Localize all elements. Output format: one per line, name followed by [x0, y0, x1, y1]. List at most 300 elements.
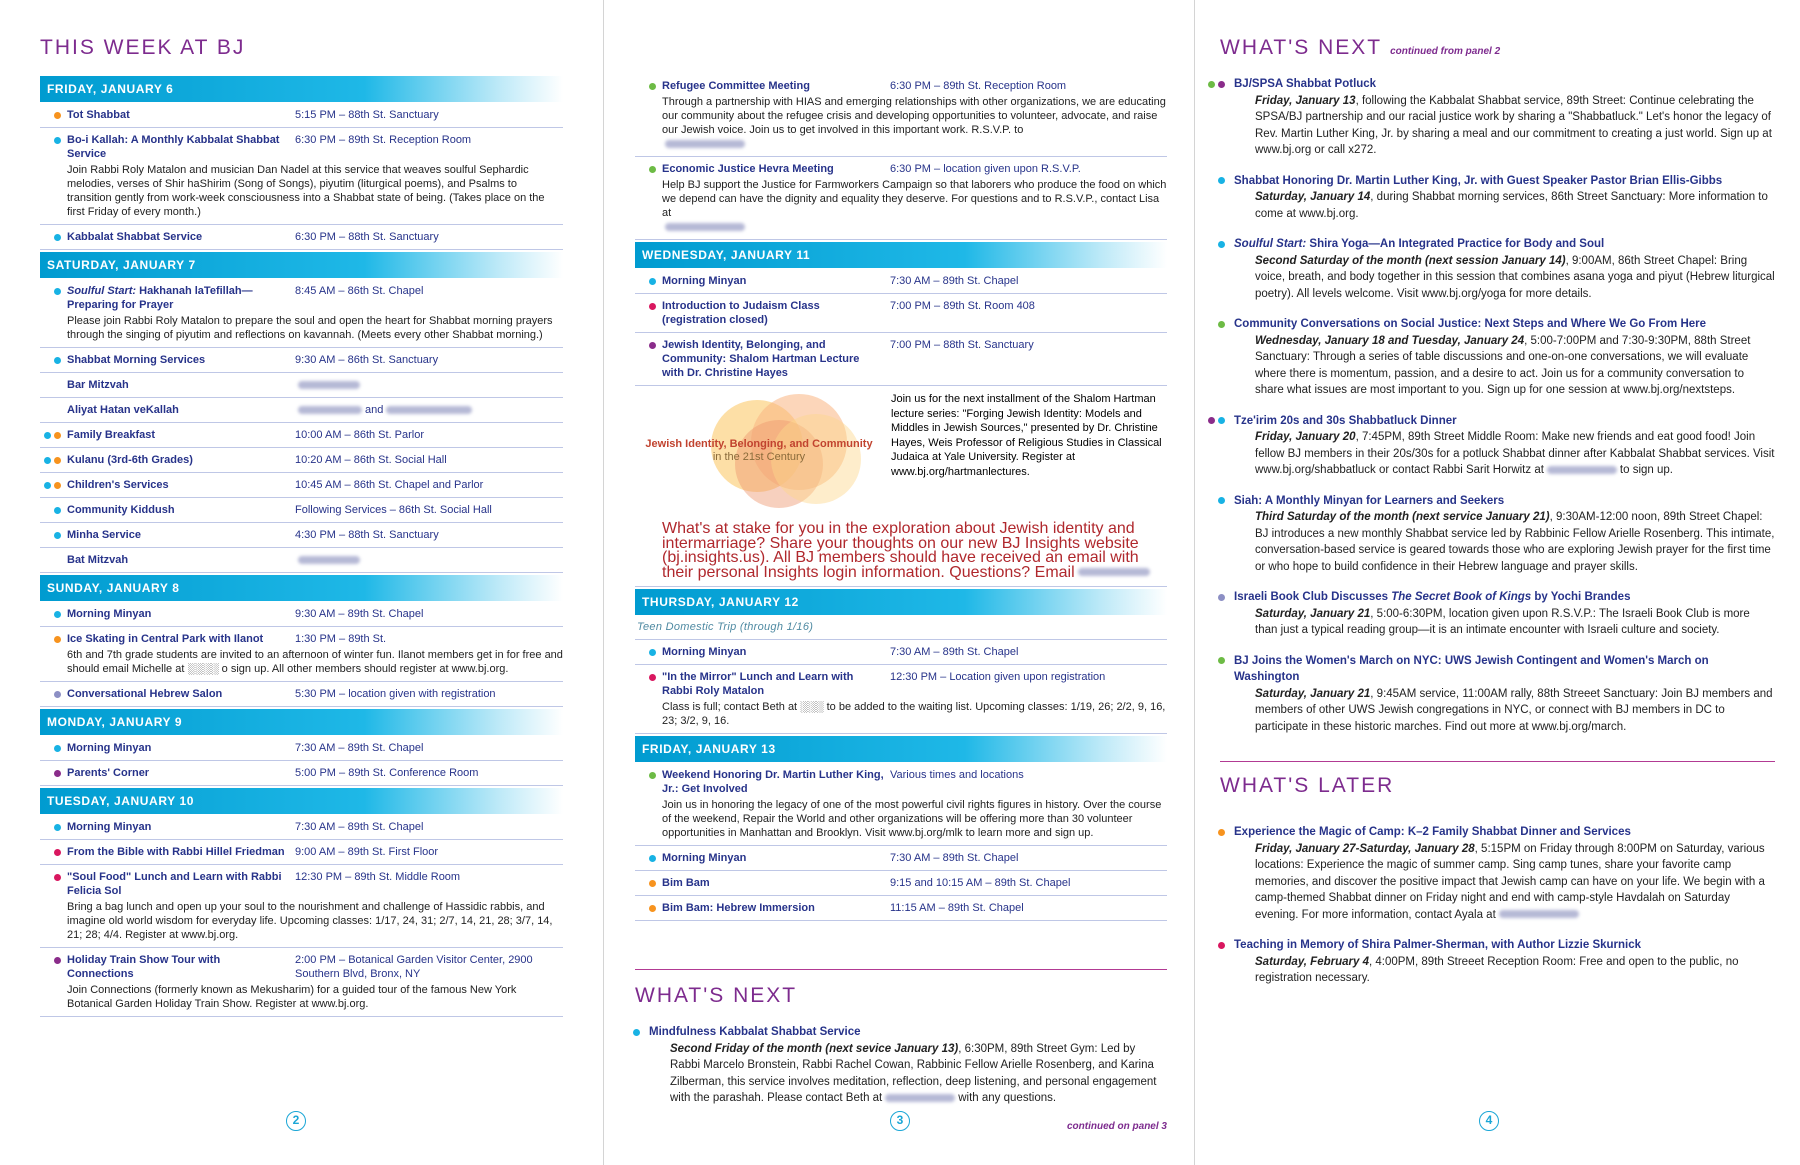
category-dot	[54, 457, 61, 464]
item-when: Third Saturday of the month (next service January 21)	[1255, 511, 1550, 523]
event-name	[67, 632, 295, 646]
event-time-location	[890, 876, 1167, 890]
event-name	[662, 79, 890, 93]
category-dot	[54, 824, 61, 831]
event-head	[67, 687, 563, 701]
event-head	[662, 299, 1167, 327]
event-description: Join Connections (formerly known as Mekusharim) for a guided tour of the famous New York Botanical Garden Holiday Train Show. Register at www.bj.org.	[67, 984, 517, 1010]
item-body	[1234, 509, 1775, 575]
whats-later-section	[1220, 761, 1775, 987]
item-body	[1234, 686, 1775, 736]
event-time-location	[295, 528, 563, 542]
category-dot	[1218, 177, 1225, 184]
page-number: 3	[890, 1111, 910, 1131]
event-name	[67, 284, 295, 312]
item-body	[1234, 93, 1775, 159]
event-time-location-text: 6:30 PM – location given upon R.S.V.P.	[890, 163, 1081, 175]
event-row	[40, 840, 563, 865]
event-time-location-text: 9:30 AM – 89th St. Chapel	[295, 608, 424, 620]
event-time-location	[890, 162, 1167, 176]
event-row	[40, 736, 563, 761]
category-dots	[635, 299, 665, 313]
category-dot	[54, 482, 61, 489]
event-time-location-text: 7:30 AM – 89th St. Chapel	[295, 821, 424, 833]
event-time-location	[295, 845, 563, 859]
event-time-location	[295, 607, 563, 621]
event-row	[40, 279, 563, 348]
event-time-location-text: Following Services – 86th St. Social Hall	[295, 504, 492, 516]
category-dots	[1204, 938, 1234, 952]
event-time-location-text: 4:30 PM – 88th St. Sanctuary	[295, 529, 439, 541]
top-events	[635, 74, 1167, 240]
event-name-emphasis: Soulful Start:	[67, 285, 137, 297]
next-item	[1220, 937, 1775, 987]
event-row	[635, 896, 1167, 921]
day-header: WEDNESDAY, JANUARY 11	[635, 242, 1167, 268]
panel-schedule-continued	[605, 0, 1195, 1165]
event-description: Join us in honoring the legacy of one of the most powerful civil rights figures in history. Over the course of the weekend, Repair the World and other organizations will be offering more than 30 volunteer opportunities in Manhattan and Brooklyn. Visit www.bj.org/mlk to learn more and sign up.	[662, 799, 1162, 839]
event-time-location	[890, 901, 1167, 915]
event-name	[662, 768, 890, 796]
insights-note	[635, 522, 1167, 580]
event-name	[67, 453, 295, 467]
event-row	[635, 665, 1167, 734]
section-title: WHAT'S LATER	[1220, 774, 1395, 797]
event-time-location	[890, 645, 1167, 659]
category-dot	[649, 83, 656, 90]
event-time-location-text: 10:20 AM – 86th St. Social Hall	[295, 454, 447, 466]
item-title	[1234, 589, 1775, 606]
category-dots	[635, 79, 665, 93]
category-dots	[40, 528, 70, 542]
category-dot	[649, 166, 656, 173]
event-name-text: Bim Bam: Hebrew Immersion	[662, 902, 815, 914]
event-name-text: Morning Minyan	[662, 646, 747, 658]
event-name-text: Holiday Train Show Tour with Connections	[67, 954, 221, 980]
item-body	[1234, 954, 1775, 987]
category-dot	[54, 611, 61, 618]
event-time-location	[295, 453, 563, 467]
event-name-text: Aliyat Hatan veKallah	[67, 404, 179, 416]
event-name-text: From the Bible with Rabbi Hillel Friedman	[67, 846, 285, 858]
whats-next-section	[635, 969, 1167, 1132]
event-row	[40, 498, 563, 523]
trip-note: Teen Domestic Trip (through 1/16)	[635, 616, 1167, 640]
event-head	[67, 741, 563, 755]
event-time-location	[295, 553, 563, 567]
item-title-text: Israeli Book Club Discusses	[1234, 591, 1389, 603]
event-name-text: Weekend Honoring Dr. Martin Luther King, Jr.: Get Involved	[662, 769, 884, 795]
event-row	[40, 448, 563, 473]
next-item	[1220, 589, 1775, 639]
category-dot	[1218, 942, 1225, 949]
event-time-location-text: 2:00 PM – Botanical Garden Visitor Center, 2900 Southern Blvd, Bronx, NY	[295, 954, 533, 980]
event-name-text: Shabbat Morning Services	[67, 354, 206, 366]
event-head	[662, 768, 1167, 796]
item-title	[1234, 413, 1775, 430]
next-item	[1220, 316, 1775, 399]
day-header: TUESDAY, JANUARY 10	[40, 788, 563, 814]
event-time-location	[295, 353, 563, 367]
category-dots	[635, 768, 665, 782]
item-title-book: The Secret Book of Kings	[1391, 591, 1532, 603]
event-head	[67, 428, 563, 442]
event-time-location-text: 5:00 PM – 89th St. Conference Room	[295, 767, 479, 779]
redacted-email	[1499, 910, 1579, 918]
event-time-location-text: 5:15 PM – 88th St. Sanctuary	[295, 109, 439, 121]
section-title: WHAT'S NEXT	[635, 984, 798, 1007]
category-dots	[635, 670, 665, 684]
event-row	[635, 157, 1167, 240]
event-name-text: Introduction to Judaism Class (registration closed)	[662, 300, 820, 326]
category-dot	[1208, 81, 1215, 88]
event-head	[662, 645, 1167, 659]
category-dot	[54, 745, 61, 752]
item-text: , 5:00-7:00PM and 7:30-9:30PM, 88th Street Sanctuary: Through a series of table discussions and one-on-one conversations, we will evaluate where there is momentum, passion, and a desire to act. Join us for a community conversation to share what issues are most important to you. Sign up for one session at www.bj.org/nextsteps.	[1255, 334, 1751, 396]
event-description: Help BJ support the Justice for Farmworkers Campaign so that laborers who produce the food on which we depend can have the dignity and equality they deserve. For questions and to R.S.V.P., contact Lisa at	[662, 179, 1167, 219]
category-dot	[54, 234, 61, 241]
event-head	[662, 901, 1167, 915]
event-name	[67, 953, 295, 981]
day-header: FRIDAY, JANUARY 6	[40, 76, 563, 102]
item-text: , 9:00AM, 86th Street Chapel: Bring voice, breath, and body together in this session that combines asana yoga and piyut (Hebrew liturgical poetry). All levels welcome. Visit www.bj.org/yoga for more details.	[1255, 254, 1775, 300]
event-name-text: Bo-i Kallah: A Monthly Kabbalat Shabbat Service	[67, 134, 280, 160]
event-row	[40, 627, 563, 682]
event-name	[67, 378, 295, 392]
event-name	[67, 741, 295, 755]
category-dot	[1208, 417, 1215, 424]
item-title-text: Teaching in Memory of Shira Palmer-Sherman, with Author Lizzie Skurnick	[1234, 939, 1642, 951]
event-head	[67, 953, 563, 981]
event-time-location	[295, 820, 563, 834]
category-dot	[54, 507, 61, 514]
event-name	[662, 645, 890, 659]
lecture-row	[635, 392, 1167, 512]
event-row	[40, 225, 563, 250]
category-dot	[44, 482, 51, 489]
event-head	[67, 478, 563, 492]
event-name	[67, 503, 295, 517]
category-dots	[1204, 494, 1234, 508]
event-name-text: Tot Shabbat	[67, 109, 130, 121]
event-time-location	[295, 953, 563, 981]
category-dots	[1204, 77, 1234, 91]
event-description: Through a partnership with HIAS and emerging relationships with other organizations, we are educating our community about the refugee crisis and developing opportunities to volunteer, advocate, and raise our Jewish voice. Join us to get involved in this important work. R.S.V.P. to	[662, 96, 1166, 136]
category-dots	[40, 403, 70, 417]
redacted-name	[298, 406, 362, 414]
event-name-text: Bar Mitzvah	[67, 379, 129, 391]
item-title-author: by Yochi Brandes	[1534, 591, 1631, 603]
category-dots	[40, 353, 70, 367]
item-title-text: Experience the Magic of Camp: K–2 Family Shabbat Dinner and Services	[1234, 826, 1631, 838]
event-row	[40, 761, 563, 786]
event-head	[662, 876, 1167, 890]
category-dot	[54, 849, 61, 856]
category-dots	[635, 162, 665, 176]
event-description: Bring a bag lunch and open up your soul to the nourishment and challenge of Hassidic rabbis, and imagine old world wisdom for everyday life. Upcoming classes: 1/17, 24, 31; 2/7, 14, 21, 28; 3/7, 14, 21; 28; 4/4. Register at www.bj.org.	[67, 901, 553, 941]
event-name-text: Refugee Committee Meeting	[662, 80, 810, 92]
logo-text	[635, 438, 883, 464]
category-dot	[649, 649, 656, 656]
item-title	[1234, 316, 1775, 333]
event-description: Please join Rabbi Roly Matalon to prepare the soul and open the heart for Shabbat morning prayers through the singing of piyutim and reflections on kavannah. (Meets every other Shabbat morning.)	[67, 315, 553, 341]
event-name	[662, 670, 890, 698]
event-name-text: Morning Minyan	[662, 275, 747, 287]
item-title-text: Tze'irim 20s and 30s Shabbatluck Dinner	[1234, 414, 1457, 427]
event-row	[40, 865, 563, 948]
event-name-text: Economic Justice Hevra Meeting	[662, 163, 834, 175]
item-text: , 9:45AM service, 11:00AM rally, 88th Streeet Sanctuary: Join BJ members and members of other UWS Jewish congregations in NYC, or connect with BJ members in DC to participate in these historic marches. Find out more at www.bj.org/march.	[1255, 687, 1773, 733]
item-when: Friday, January 20	[1255, 431, 1356, 443]
next-item	[635, 1024, 1167, 1107]
event-time-location	[295, 108, 563, 122]
next-item	[1220, 236, 1775, 302]
event-row	[40, 398, 563, 423]
category-dot	[1218, 81, 1225, 88]
lecture-block	[635, 392, 1167, 587]
day-list	[635, 242, 1167, 921]
next-item	[1220, 824, 1775, 923]
event-name	[67, 428, 295, 442]
category-dot	[54, 532, 61, 539]
event-row	[635, 269, 1167, 294]
event-row	[635, 333, 1167, 386]
category-dots	[635, 338, 665, 352]
item-body	[1234, 253, 1775, 303]
event-row	[635, 74, 1167, 157]
event-row	[40, 948, 563, 1017]
item-title	[1234, 937, 1775, 954]
event-time-location	[295, 687, 563, 701]
day-header: FRIDAY, JANUARY 13	[635, 736, 1167, 762]
item-title-emphasis: Soulful Start:	[1234, 238, 1307, 250]
event-name-text: Morning Minyan	[67, 742, 152, 754]
event-row	[40, 103, 563, 128]
category-dots	[40, 953, 70, 967]
event-row	[635, 640, 1167, 665]
panel-whats-next	[1196, 0, 1800, 1165]
event-time-location	[295, 378, 563, 392]
event-time-location	[295, 478, 563, 492]
event-time-location	[890, 299, 1167, 327]
item-text: , 7:45PM, 89th Street Middle Room: Make new friends and eat good food! Join fellow BJ members in their 20s/30s for a potluck Shabbat dinner after Kabbalat Shabbat services. Visit www.bj.org/shabbatluck or contact Rabbi Sarit Horwitz at	[1255, 431, 1775, 476]
category-dot	[54, 957, 61, 964]
category-dot	[649, 855, 656, 862]
panel-this-week	[0, 0, 604, 1165]
event-name	[662, 851, 890, 865]
category-dot	[649, 772, 656, 779]
category-dot	[1218, 321, 1225, 328]
event-time-location-text: 11:15 AM – 89th St. Chapel	[890, 902, 1024, 914]
event-head	[662, 79, 1167, 93]
item-title	[1234, 493, 1775, 510]
event-name	[662, 901, 890, 915]
event-name-text: Family Breakfast	[67, 429, 156, 441]
item-when: Saturday, January 21	[1255, 687, 1371, 700]
category-dots	[1204, 174, 1234, 188]
lecture-description: Join us for the next installment of the Shalom Hartman lecture series: "Forging Jewish Identity: Models and Middles in Jewish Sources," presented by Dr. Christine Hayes, Weis Professor of Religious Studies in Classical Judaica at Yale University. Register at www.bj.org/hartmanlectures.	[891, 393, 1162, 478]
event-name	[67, 687, 295, 701]
event-time-location-text: 7:30 AM – 89th St. Chapel	[890, 275, 1019, 287]
item-when: Friday, January 13	[1255, 94, 1356, 107]
category-dot	[44, 457, 51, 464]
event-row	[40, 602, 563, 627]
category-dots	[40, 845, 70, 859]
event-head	[662, 338, 1167, 380]
category-dot	[1218, 657, 1225, 664]
category-dots	[1204, 317, 1234, 331]
item-title-text: BJ Joins the Women's March on NYC: UWS Jewish Contingent and Women's March on Washington	[1234, 654, 1709, 683]
event-name-text: Ice Skating in Central Park with Ilanot	[67, 633, 264, 645]
event-time-location	[295, 403, 563, 417]
whats-next-column	[1220, 36, 1775, 1001]
redacted-email	[665, 140, 745, 148]
event-time-location-text: 8:45 AM – 86th St. Chapel	[295, 285, 424, 297]
event-head	[662, 162, 1167, 176]
item-text: , 4:00PM, 89th Streeet Reception Room: Free and open to the public, no registration necessary.	[1255, 955, 1739, 984]
category-dots	[635, 274, 665, 288]
item-when: Saturday, January 21	[1255, 607, 1371, 620]
event-name-text: "Soul Food" Lunch and Learn with Rabbi Felicia Sol	[67, 871, 282, 897]
event-time-location	[890, 851, 1167, 865]
event-name	[67, 845, 295, 859]
item-body	[1234, 429, 1775, 479]
event-head	[67, 820, 563, 834]
event-head	[67, 528, 563, 542]
category-dot	[54, 770, 61, 777]
event-time-location	[295, 284, 563, 312]
redacted-email	[1547, 466, 1617, 474]
event-name	[662, 162, 890, 176]
event-time-location-text: 12:30 PM – 89th St. Middle Room	[295, 871, 461, 883]
page-number: 2	[286, 1111, 306, 1131]
category-dot	[649, 674, 656, 681]
event-row	[40, 682, 563, 707]
logo-line-1: Jewish Identity, Belonging, and Community	[645, 438, 873, 450]
event-name-text: Children's Services	[67, 479, 169, 491]
category-dot	[54, 357, 61, 364]
panel-title: THIS WEEK AT BJ	[40, 36, 246, 59]
insights-text: What's at stake for you in the exploration about Jewish identity and intermarriage? Share your thoughts on our new BJ Insights website (bj.insights.us). All BJ members should have received an email with their personal Insights login information. Questions? Email	[662, 520, 1139, 581]
category-dots	[635, 645, 665, 659]
item-title: Mindfulness Kabbalat Shabbat Service	[649, 1026, 861, 1038]
page-number: 4	[1479, 1111, 1499, 1131]
item-when: Wednesday, January 18 and Tuesday, January 24	[1255, 334, 1525, 347]
event-name	[662, 876, 890, 890]
event-head	[67, 845, 563, 859]
redacted-email	[885, 1094, 955, 1102]
event-name	[67, 403, 295, 417]
event-time-location-text: and	[365, 404, 384, 416]
item-when: Second Friday of the month (next sevice January 13)	[670, 1042, 959, 1055]
category-dot	[54, 112, 61, 119]
item-title	[1234, 653, 1775, 686]
category-dots	[40, 503, 70, 517]
redacted-name	[298, 556, 360, 564]
event-name-text: Conversational Hebrew Salon	[67, 688, 223, 700]
next-item	[1220, 653, 1775, 736]
event-time-location-text: 7:00 PM – 89th St. Room 408	[890, 300, 1035, 312]
event-row	[635, 763, 1167, 846]
item-title	[1234, 76, 1775, 93]
category-dot	[1218, 594, 1225, 601]
event-time-location-text: 6:30 PM – 89th St. Reception Room	[295, 134, 472, 146]
item-title-text: BJ/SPSA Shabbat Potluck	[1234, 78, 1377, 90]
event-description: Class is full; contact Beth at ░░░ to be added to the waiting list. Upcoming classes: 1/19, 26; 2/2, 9, 16, 23; 3/2, 9, 16.	[662, 701, 1166, 727]
next-item	[1220, 493, 1775, 576]
next-item	[1220, 76, 1775, 159]
category-dot	[54, 691, 61, 698]
redacted-email	[1078, 568, 1150, 576]
event-time-location-text: 10:45 AM – 86th St. Chapel and Parlor	[295, 479, 484, 491]
event-time-location	[295, 503, 563, 517]
event-name	[67, 478, 295, 492]
category-dots	[40, 870, 70, 884]
event-time-location-text: 7:30 AM – 89th St. Chapel	[295, 742, 424, 754]
event-name-text: Jewish Identity, Belonging, and Community: Shalom Hartman Lecture with Dr. Christine Hayes	[662, 339, 860, 379]
category-dot	[1218, 417, 1225, 424]
continued-note: continued on panel 3	[1066, 1120, 1167, 1132]
item-body	[1234, 841, 1775, 924]
event-name-text: "In the Mirror" Lunch and Learn with Rabbi Roly Matalon	[662, 671, 854, 697]
category-dots	[40, 478, 70, 492]
item-when: Friday, January 27-Saturday, January 28	[1255, 842, 1475, 855]
event-description: 6th and 7th grade students are invited to an afternoon of winter fun. Ilanot members get in for free and should email Michelle at ░░░░ o sign up. All other members should register at www.bj.org.	[67, 649, 563, 675]
category-dot	[649, 278, 656, 285]
category-dots	[1204, 825, 1234, 839]
event-time-location-text: 6:30 PM – 89th St. Reception Room	[890, 80, 1067, 92]
redacted-name	[298, 381, 360, 389]
event-name-text: Kabbalat Shabbat Service	[67, 231, 203, 243]
event-time-location-text: 9:30 AM – 86th St. Sanctuary	[295, 354, 439, 366]
item-title-text: Shira Yoga—An Integrated Practice for Body and Soul	[1309, 238, 1605, 250]
category-dots	[1204, 237, 1234, 251]
event-time-location	[295, 632, 563, 646]
category-dots	[40, 766, 70, 780]
category-dots	[40, 284, 70, 298]
event-time-location-text: 1:30 PM – 89th St.	[295, 633, 387, 645]
event-head	[67, 607, 563, 621]
item-title	[1234, 173, 1775, 190]
day-header: SUNDAY, JANUARY 8	[40, 575, 563, 601]
day-header: SATURDAY, JANUARY 7	[40, 252, 563, 278]
item-text-end: to sign up.	[1619, 464, 1673, 476]
continued-from-note: continued from panel 2	[1390, 46, 1501, 57]
event-head	[67, 403, 563, 417]
item-text: , 6:30PM, 89th Street Gym: Led by Rabbi Marcelo Bronstein, Rabbi Rachel Cowan, Rabbinic Fellow Arielle Rosenberg, and Karina Zilberman, this service involves meditation, reflection, deep listening, and personal engagement with the parashah. Please contact Beth at	[670, 1042, 1157, 1104]
event-time-location	[890, 274, 1167, 288]
category-dots	[40, 428, 70, 442]
event-head	[67, 108, 563, 122]
event-name	[67, 353, 295, 367]
event-row	[40, 523, 563, 548]
category-dots	[635, 851, 665, 865]
event-time-location-text: 12:30 PM – Location given upon registration	[890, 671, 1106, 683]
event-head	[67, 870, 563, 898]
event-head	[67, 453, 563, 467]
event-time-location	[890, 338, 1167, 380]
item-body	[1234, 189, 1775, 222]
category-dot	[54, 432, 61, 439]
event-name-text: Morning Minyan	[662, 852, 747, 864]
category-dot	[54, 288, 61, 295]
category-dot	[1218, 497, 1225, 504]
event-row	[40, 548, 563, 573]
category-dots	[619, 1025, 649, 1039]
category-dot	[633, 1029, 640, 1036]
event-head	[67, 503, 563, 517]
event-name	[67, 607, 295, 621]
